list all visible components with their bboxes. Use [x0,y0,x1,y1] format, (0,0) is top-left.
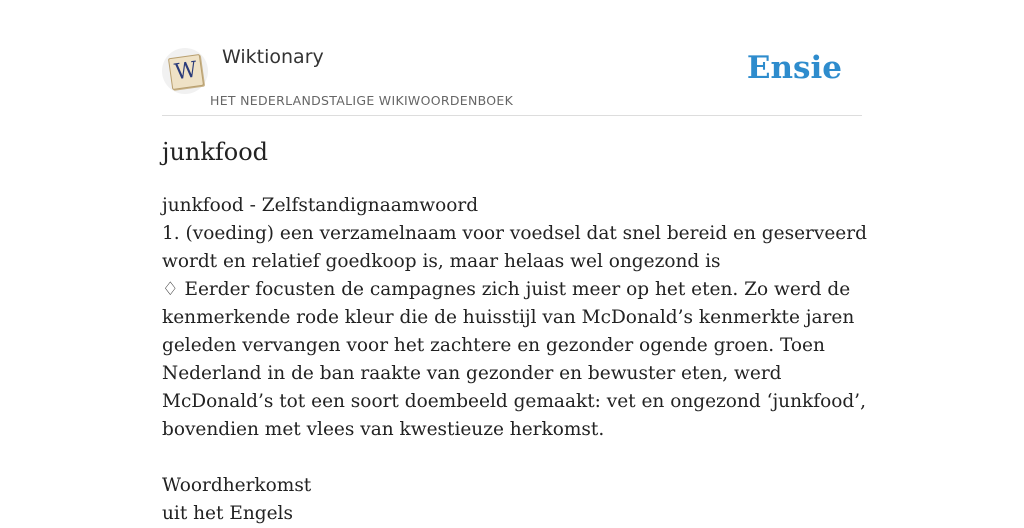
wiktionary-logo[interactable] [162,48,208,94]
ensie-brand-logo[interactable]: Ensie [746,50,842,86]
entry-content [162,192,867,528]
site-header [162,40,862,116]
etymology-text: uit het Engels [162,503,293,524]
etymology-heading: Woordherkomst [162,475,312,496]
part-of-speech-line: junkfood - Zelfstandignaamwoord [162,195,479,216]
definition-text: 1. (voeding) een verzamelnaam voor voedsel dat snel bereid en geserveerd wordt en relatief goedkoop is, maar helaas wel ongezond is [162,223,867,272]
site-title[interactable]: Wiktionary [222,46,324,68]
example-quote: ♢ Eerder focusten de campagnes zich juist meer op het eten. Zo werd de kenmerkende rode kleur die de huisstijl van McDonald’s kenmerkte jaren geleden vervangen voor het zachtere en gezonder ogende groen. Toen Nederland in de ban raakte van gezonder en bewuster eten, werd McDonald’s tot een soort doembeeld gemaakt: vet en ongezond ‘junkfood’, bovendien met vlees van kwestieuze herkomst. [162,279,866,440]
page-title: junkfood [162,138,269,166]
site-subtitle: HET NEDERLANDSTALIGE WIKIWOORDENBOEK [210,93,514,108]
spacer [162,444,867,472]
logo-letter-icon: W [168,54,204,90]
